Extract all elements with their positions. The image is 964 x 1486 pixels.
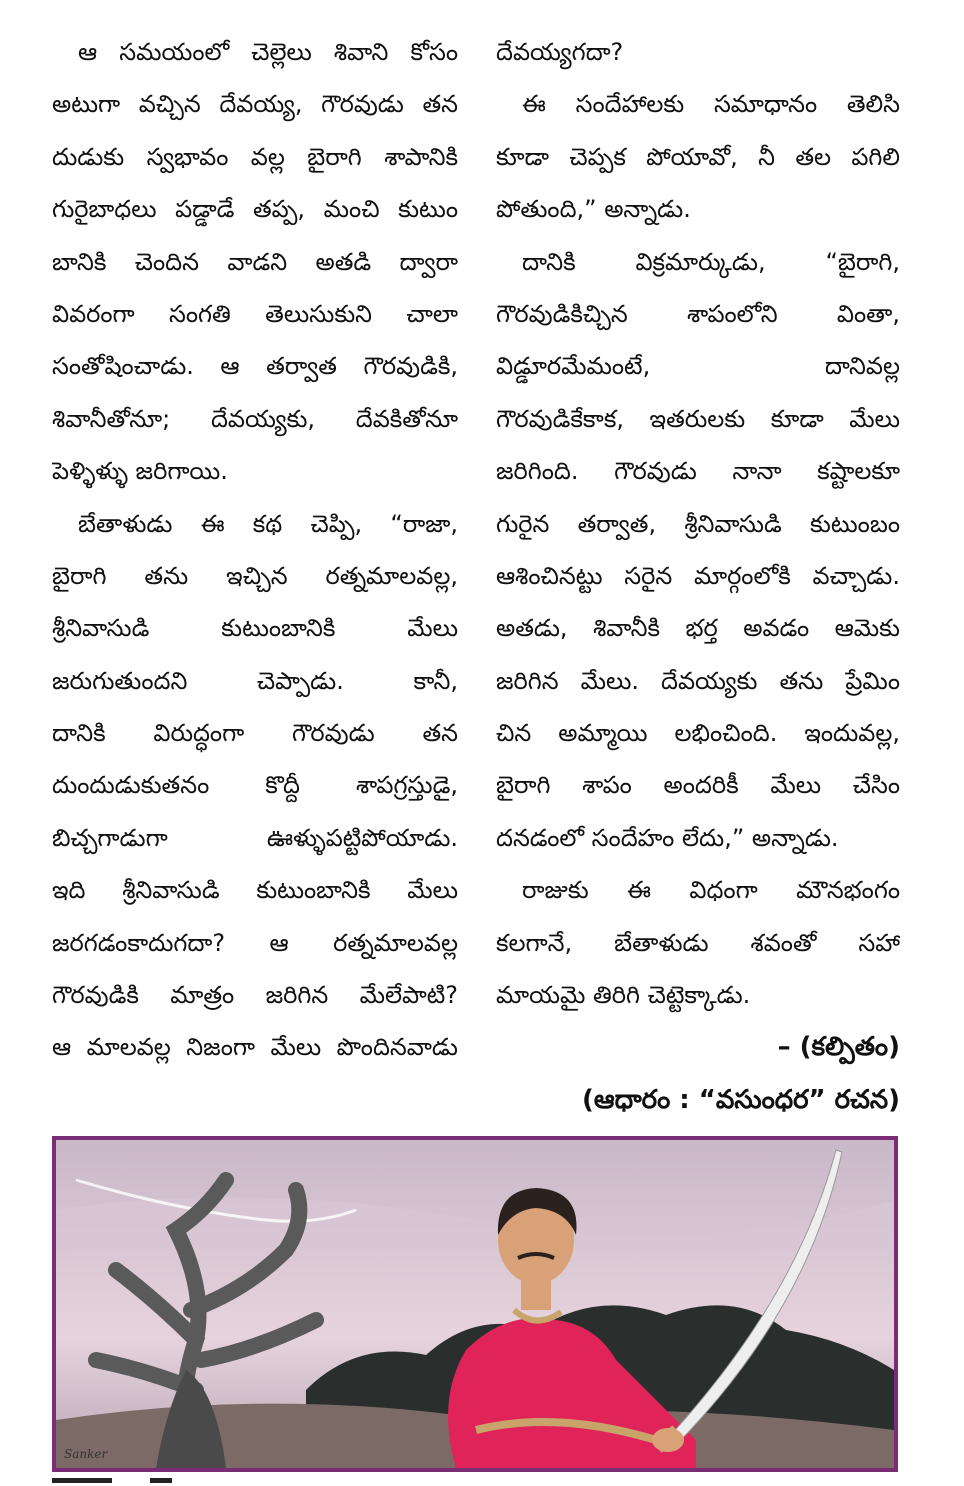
text-line: పోతుంది,” అన్నాడు.: [496, 195, 691, 224]
text-line: అతడు, శివానీకి భర్త అవడం ఆమెకు: [496, 614, 900, 643]
text-line: వివరంగా సంగతి తెలుసుకుని చాలా: [52, 299, 458, 328]
text-line: జరగడంకాదుగదా? ఆ రత్నమాలవల్ల: [52, 928, 458, 957]
text-line: గురైబాధలు పడ్డాడే తప్ప, మంచి కుటుం: [52, 195, 458, 224]
story-illustration: [52, 1136, 898, 1472]
right-column: [496, 26, 900, 1126]
text-line: జరుగుతుందని చెప్పాడు. కానీ,: [52, 666, 458, 695]
page-mark: [52, 1478, 112, 1483]
text-line: దుడుకు స్వభావం వల్ల బైరాగి శాపానికి: [52, 142, 458, 171]
text-line: కలగానే, బేతాళుడు శవంతో సహా: [496, 928, 900, 957]
left-column: [52, 26, 458, 1074]
text-line: ఈ సందేహాలకు సమాధానం తెలిసి: [522, 90, 900, 119]
text-line: గౌరవుడికేకాక, ఇతరులకు కూడా మేలు: [496, 404, 900, 433]
source-label: (ఆధారం : “వసుంధర” రచన): [581, 1084, 900, 1115]
text-line: ఇది శ్రీనివాసుడి కుటుంబానికి మేలు: [52, 876, 458, 905]
artist-signature: Sanker: [64, 1447, 108, 1461]
text-line: శివానీతోనూ; దేవయ్యకు, దేవకితోనూ: [52, 404, 458, 433]
text-line: గురైన తర్వాత, శ్రీనివాసుడి కుటుంబం: [496, 509, 900, 538]
text-line: దుందుడుకుతనం కొద్దీ శాపగ్రస్తుడై,: [52, 771, 458, 800]
text-line: సంతోషించాడు. ఆ తర్వాత గౌరవుడికి,: [52, 352, 458, 381]
text-line: దానికి విరుద్ధంగా గౌరవుడు తన: [52, 719, 458, 748]
king-hand: [652, 1428, 684, 1452]
text-line: బైరాగి తను ఇచ్చిన రత్నమాలవల్ల,: [52, 561, 458, 590]
text-line: బిచ్చగాడుగా ఊళ్ళుపట్టిపోయాడు.: [52, 823, 458, 852]
text-line: ఆ సమయంలో చెల్లెలు శివాని కోసం: [78, 38, 458, 66]
text-line: పెళ్ళిళ్ళు జరిగాయి.: [52, 457, 228, 486]
text-line: దనడంలో సందేహం లేదు,” అన్నాడు.: [496, 823, 839, 852]
credit-label: – (కల్పితం): [777, 1032, 900, 1063]
text-line: బానికి చెందిన వాడని అతడి ద్వారా: [52, 247, 458, 276]
text-line: దేవయ్యగదా?: [496, 38, 624, 66]
text-line: బేతాళుడు ఈ కథ చెప్పి, “రాజా,: [78, 509, 458, 538]
text-line: శ్రీనివాసుడి కుటుంబానికి మేలు: [52, 614, 458, 643]
text-line: విడ్డూరమేమంటే, దానివల్ల: [496, 352, 900, 381]
text-line: దానికి విక్రమార్కుడు, “బైరాగి,: [522, 247, 900, 276]
text-line: మాయమై తిరిగి చెట్టెక్కాడు.: [496, 981, 751, 1010]
text-line: గౌరవుడికిచ్చిన శాపంలోని వింతా,: [496, 299, 900, 328]
text-line: బైరాగి శాపం అందరికీ మేలు చేసిం: [496, 771, 900, 800]
text-line: జరిగిన మేలు. దేవయ్యకు తను ప్రేమిం: [496, 666, 900, 695]
text-line: ఆ మాలవల్ల నిజంగా మేలు పొందినవాడు: [52, 1033, 458, 1062]
text-line: చిన అమ్మాయి లభించింది. ఇందువల్ల,: [496, 719, 900, 748]
page-mark: [150, 1478, 172, 1483]
text-line: అటుగా వచ్చిన దేవయ్య, గౌరవుడు తన: [52, 90, 458, 119]
text-line: జరిగింది. గౌరవుడు నానా కష్టాలకూ: [496, 457, 900, 486]
text-line: ఆశించినట్టు సరైన మార్గంలోకి వచ్చాడు.: [496, 561, 900, 590]
text-line: గౌరవుడికి మాత్రం జరిగిన మేలేపాటి?: [52, 981, 458, 1010]
text-line: రాజుకు ఈ విధంగా మౌనభంగం: [522, 876, 900, 905]
text-line: కూడా చెప్పక పోయావో, నీ తల పగిలి: [496, 142, 900, 171]
